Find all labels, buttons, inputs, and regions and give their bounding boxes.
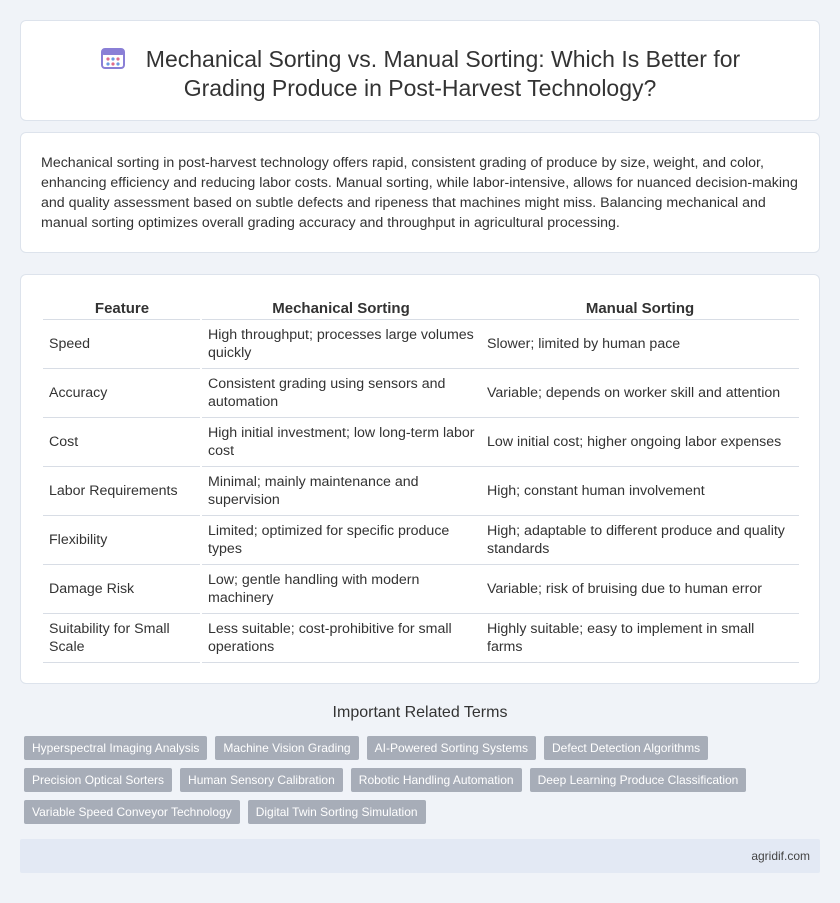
related-term-tag[interactable]: Variable Speed Conveyor Technology bbox=[24, 800, 240, 824]
header-manual: Manual Sorting bbox=[481, 295, 799, 319]
manual-cell: Slower; limited by human pace bbox=[481, 319, 799, 368]
related-term-tag[interactable]: Hyperspectral Imaging Analysis bbox=[24, 736, 207, 760]
manual-cell: Highly suitable; easy to implement in small farms bbox=[481, 613, 799, 662]
feature-cell: Speed bbox=[43, 319, 201, 368]
feature-cell: Damage Risk bbox=[43, 564, 201, 613]
mechanical-cell: High initial investment; low long-term labor cost bbox=[201, 417, 481, 466]
manual-cell: Low initial cost; higher ongoing labor expenses bbox=[481, 417, 799, 466]
related-term-tag[interactable]: Deep Learning Produce Classification bbox=[530, 768, 747, 792]
related-term-tag[interactable]: Digital Twin Sorting Simulation bbox=[248, 800, 426, 824]
title-line-1: Mechanical Sorting vs. Manual Sorting: Which Is Better for bbox=[145, 46, 741, 72]
table-row bbox=[43, 417, 799, 466]
manual-cell: Variable; depends on worker skill and attention bbox=[481, 368, 799, 417]
mechanical-cell: Limited; optimized for specific produce types bbox=[201, 515, 481, 564]
manual-cell: Variable; risk of bruising due to human error bbox=[481, 564, 799, 613]
table-row bbox=[43, 319, 799, 368]
title-card bbox=[20, 20, 820, 121]
feature-cell: Flexibility bbox=[43, 515, 201, 564]
footer bbox=[20, 839, 820, 873]
calendar-icon bbox=[100, 46, 126, 70]
footer-site-link[interactable]: agridif.com bbox=[751, 849, 810, 863]
manual-cell: High; constant human involvement bbox=[481, 466, 799, 515]
mechanical-cell: Low; gentle handling with modern machinery bbox=[201, 564, 481, 613]
table-row bbox=[43, 515, 799, 564]
feature-cell: Accuracy bbox=[43, 368, 201, 417]
mechanical-cell: High throughput; processes large volumes quickly bbox=[201, 319, 481, 368]
related-term-tag[interactable]: Human Sensory Calibration bbox=[180, 768, 343, 792]
table-row bbox=[43, 368, 799, 417]
feature-cell: Labor Requirements bbox=[43, 466, 201, 515]
mechanical-cell: Consistent grading using sensors and automation bbox=[201, 368, 481, 417]
mechanical-cell: Less suitable; cost-prohibitive for small operations bbox=[201, 613, 481, 662]
table-row bbox=[43, 564, 799, 613]
related-term-tag[interactable]: Machine Vision Grading bbox=[215, 736, 358, 760]
intro-card bbox=[20, 132, 820, 253]
related-terms bbox=[24, 736, 804, 832]
related-term-tag[interactable]: Defect Detection Algorithms bbox=[544, 736, 708, 760]
intro-text: Mechanical sorting in post-harvest technology offers rapid, consistent grading of produce by size, weight, and color, enhancing efficiency and reducing labor costs. Manual sorting, while labor-intensive, allows for nuanced decision-making and quality assessment based on subtle defects and ripeness that machines might miss. Balancing mechanical and manual sorting optimizes overall grading accuracy and throughput in agricultural processing. bbox=[41, 155, 798, 231]
feature-cell: Suitability for Small Scale bbox=[43, 613, 201, 662]
mechanical-cell: Minimal; mainly maintenance and supervision bbox=[201, 466, 481, 515]
comparison-card bbox=[20, 274, 820, 684]
table-header-row bbox=[43, 295, 799, 319]
related-term-tag[interactable]: Robotic Handling Automation bbox=[351, 768, 522, 792]
feature-cell: Cost bbox=[43, 417, 201, 466]
table-row bbox=[43, 613, 799, 662]
header-mechanical: Mechanical Sorting bbox=[201, 295, 481, 319]
related-term-tag[interactable]: Precision Optical Sorters bbox=[24, 768, 172, 792]
related-terms-title: Important Related Terms bbox=[332, 704, 508, 721]
header-feature: Feature bbox=[43, 295, 201, 319]
title-line-2: Grading Produce in Post-Harvest Technology? bbox=[183, 75, 657, 101]
manual-cell: High; adaptable to different produce and quality standards bbox=[481, 515, 799, 564]
page-title bbox=[21, 45, 819, 103]
related-term-tag[interactable]: AI-Powered Sorting Systems bbox=[367, 736, 536, 760]
comparison-table bbox=[43, 295, 799, 663]
table-row bbox=[43, 466, 799, 515]
